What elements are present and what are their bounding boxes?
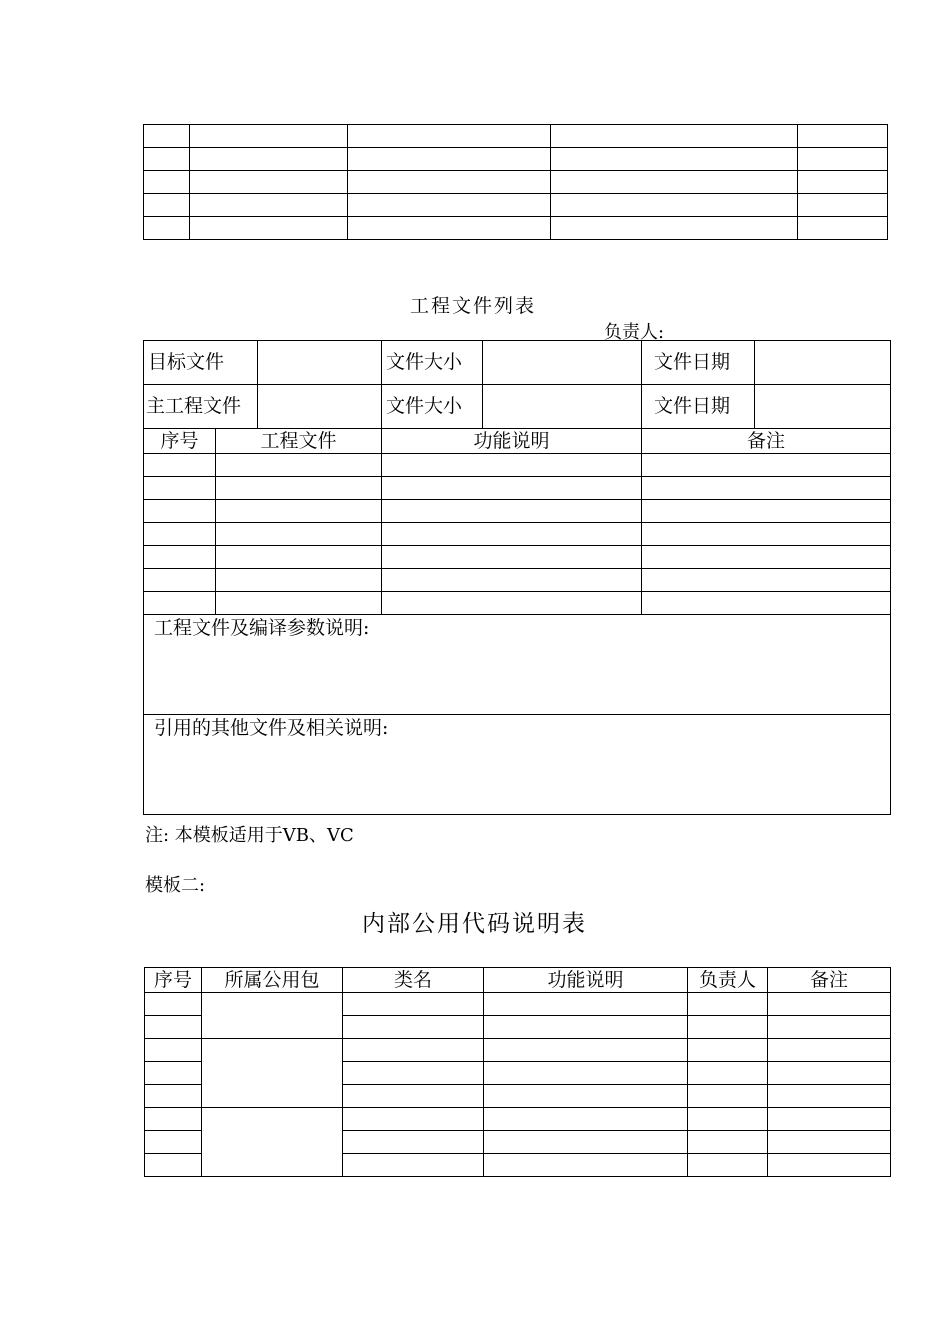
- table-cell: [642, 592, 891, 615]
- table-cell: [768, 1154, 891, 1177]
- table-cell: [768, 1039, 891, 1062]
- table-cell: [348, 194, 551, 217]
- table-cell: [145, 993, 202, 1016]
- project-file-table: [143, 340, 891, 815]
- table-cell: [688, 1085, 768, 1108]
- table-cell: [216, 454, 382, 477]
- table-cell: [798, 148, 888, 171]
- table-cell: [145, 1131, 202, 1154]
- table-cell: [202, 1108, 343, 1177]
- table-row: [144, 125, 888, 148]
- table-row: [144, 148, 888, 171]
- table-cell: [343, 1039, 484, 1062]
- table-cell: [798, 125, 888, 148]
- table-cell: [551, 171, 798, 194]
- table-cell: [768, 1131, 891, 1154]
- table-cell: [688, 993, 768, 1016]
- table-cell: [145, 1108, 202, 1131]
- table-cell: [382, 569, 642, 592]
- table-cell: [688, 1016, 768, 1039]
- table-cell: [382, 500, 642, 523]
- table-row: [144, 194, 888, 217]
- table-row: [144, 592, 891, 615]
- table-cell: [642, 500, 891, 523]
- table-row: [144, 569, 891, 592]
- table-cell: [144, 592, 216, 615]
- table-cell: [551, 217, 798, 240]
- table-cell: [216, 592, 382, 615]
- template-footnote: 注: 本模板适用于VB、VC: [145, 825, 354, 846]
- table-cell: [144, 125, 190, 148]
- main-project-file-size-label: 文件大小: [382, 385, 483, 429]
- table-row: [144, 477, 891, 500]
- cc-header-class: 类名: [343, 968, 484, 993]
- main-project-file-date-value: [755, 385, 891, 429]
- table-row: [144, 500, 891, 523]
- target-file-label: 目标文件: [144, 341, 258, 385]
- table-cell: [348, 148, 551, 171]
- table-cell: [144, 500, 216, 523]
- table-cell: [216, 500, 382, 523]
- table-cell: [343, 1131, 484, 1154]
- reference-notes-row: [144, 715, 891, 815]
- main-project-file-date-label: 文件日期: [642, 385, 755, 429]
- cc-header-package: 所属公用包: [202, 968, 343, 993]
- table-cell: [190, 194, 348, 217]
- table-cell: [484, 993, 688, 1016]
- table-cell: [484, 1108, 688, 1131]
- table-cell: [190, 148, 348, 171]
- table-cell: [144, 171, 190, 194]
- table-cell: [144, 217, 190, 240]
- table-cell: [343, 1154, 484, 1177]
- table-cell: [190, 125, 348, 148]
- table-cell: [768, 993, 891, 1016]
- reference-notes-label: 引用的其他文件及相关说明:: [144, 715, 891, 815]
- cc-header-remark: 备注: [768, 968, 891, 993]
- table-cell: [144, 569, 216, 592]
- header-remark: 备注: [642, 429, 891, 454]
- table-cell: [768, 1016, 891, 1039]
- table-row: [145, 993, 891, 1016]
- target-file-size-value: [483, 341, 642, 385]
- table-cell: [382, 546, 642, 569]
- main-project-file-value: [258, 385, 382, 429]
- target-file-size-label: 文件大小: [382, 341, 483, 385]
- owner-label: 负责人:: [604, 322, 665, 343]
- table-cell: [144, 454, 216, 477]
- table-cell: [768, 1085, 891, 1108]
- table-cell: [688, 1062, 768, 1085]
- table-cell: [642, 569, 891, 592]
- header-function: 功能说明: [382, 429, 642, 454]
- target-file-date-value: [755, 341, 891, 385]
- table-cell: [343, 1062, 484, 1085]
- table-cell: [768, 1108, 891, 1131]
- target-file-value: [258, 341, 382, 385]
- table-cell: [144, 194, 190, 217]
- main-project-file-label: 主工程文件: [144, 385, 258, 429]
- table-row: [145, 1108, 891, 1131]
- table-cell: [343, 1016, 484, 1039]
- table-cell: [343, 1085, 484, 1108]
- table-cell: [145, 1062, 202, 1085]
- table-cell: [382, 477, 642, 500]
- table-cell: [642, 454, 891, 477]
- project-file-list-title: 工程文件列表: [410, 295, 537, 317]
- common-code-title: 内部公用代码说明表: [362, 911, 587, 937]
- table-cell: [343, 1108, 484, 1131]
- table-cell: [145, 1039, 202, 1062]
- table-cell: [484, 1039, 688, 1062]
- table-cell: [382, 523, 642, 546]
- main-project-file-row: [144, 385, 891, 429]
- table-cell: [642, 477, 891, 500]
- target-file-date-label: 文件日期: [642, 341, 755, 385]
- table-cell: [798, 194, 888, 217]
- table-cell: [798, 217, 888, 240]
- cc-header-owner: 负责人: [688, 968, 768, 993]
- header-project-file: 工程文件: [216, 429, 382, 454]
- table-cell: [145, 1016, 202, 1039]
- table-cell: [190, 171, 348, 194]
- table-cell: [484, 1154, 688, 1177]
- table-cell: [642, 546, 891, 569]
- table-cell: [688, 1131, 768, 1154]
- table-cell: [144, 546, 216, 569]
- table-row: [144, 523, 891, 546]
- table-cell: [190, 217, 348, 240]
- table-cell: [551, 194, 798, 217]
- table-cell: [144, 523, 216, 546]
- table-cell: [642, 523, 891, 546]
- table-cell: [216, 477, 382, 500]
- table-cell: [484, 1131, 688, 1154]
- compile-notes-row: [144, 615, 891, 715]
- table-cell: [348, 171, 551, 194]
- target-file-row: [144, 341, 891, 385]
- table-cell: [145, 1154, 202, 1177]
- table-cell: [798, 171, 888, 194]
- table-row: [144, 546, 891, 569]
- table-cell: [484, 1062, 688, 1085]
- table-cell: [202, 1039, 343, 1108]
- table-cell: [688, 1039, 768, 1062]
- common-code-header-row: [145, 968, 891, 993]
- table-cell: [144, 148, 190, 171]
- table-cell: [688, 1108, 768, 1131]
- cc-header-index: 序号: [145, 968, 202, 993]
- main-project-file-size-value: [483, 385, 642, 429]
- table-cell: [216, 523, 382, 546]
- table-cell: [484, 1016, 688, 1039]
- table-cell: [216, 569, 382, 592]
- table-cell: [484, 1085, 688, 1108]
- template-two-label: 模板二:: [145, 875, 206, 896]
- cc-header-function: 功能说明: [484, 968, 688, 993]
- table-row: [144, 454, 891, 477]
- common-code-table: [144, 967, 891, 1177]
- top-empty-table: [143, 124, 888, 240]
- table-row: [144, 217, 888, 240]
- table-cell: [202, 993, 343, 1039]
- table-cell: [382, 454, 642, 477]
- table-cell: [216, 546, 382, 569]
- table-cell: [551, 148, 798, 171]
- table-cell: [145, 1085, 202, 1108]
- table-cell: [382, 592, 642, 615]
- table-cell: [768, 1062, 891, 1085]
- table-cell: [348, 125, 551, 148]
- table-cell: [144, 477, 216, 500]
- table-cell: [551, 125, 798, 148]
- table-cell: [343, 993, 484, 1016]
- project-file-header-row: [144, 429, 891, 454]
- compile-notes-label: 工程文件及编译参数说明:: [144, 615, 891, 715]
- table-cell: [348, 217, 551, 240]
- table-cell: [688, 1154, 768, 1177]
- table-row: [145, 1039, 891, 1062]
- table-row: [144, 171, 888, 194]
- header-index: 序号: [144, 429, 216, 454]
